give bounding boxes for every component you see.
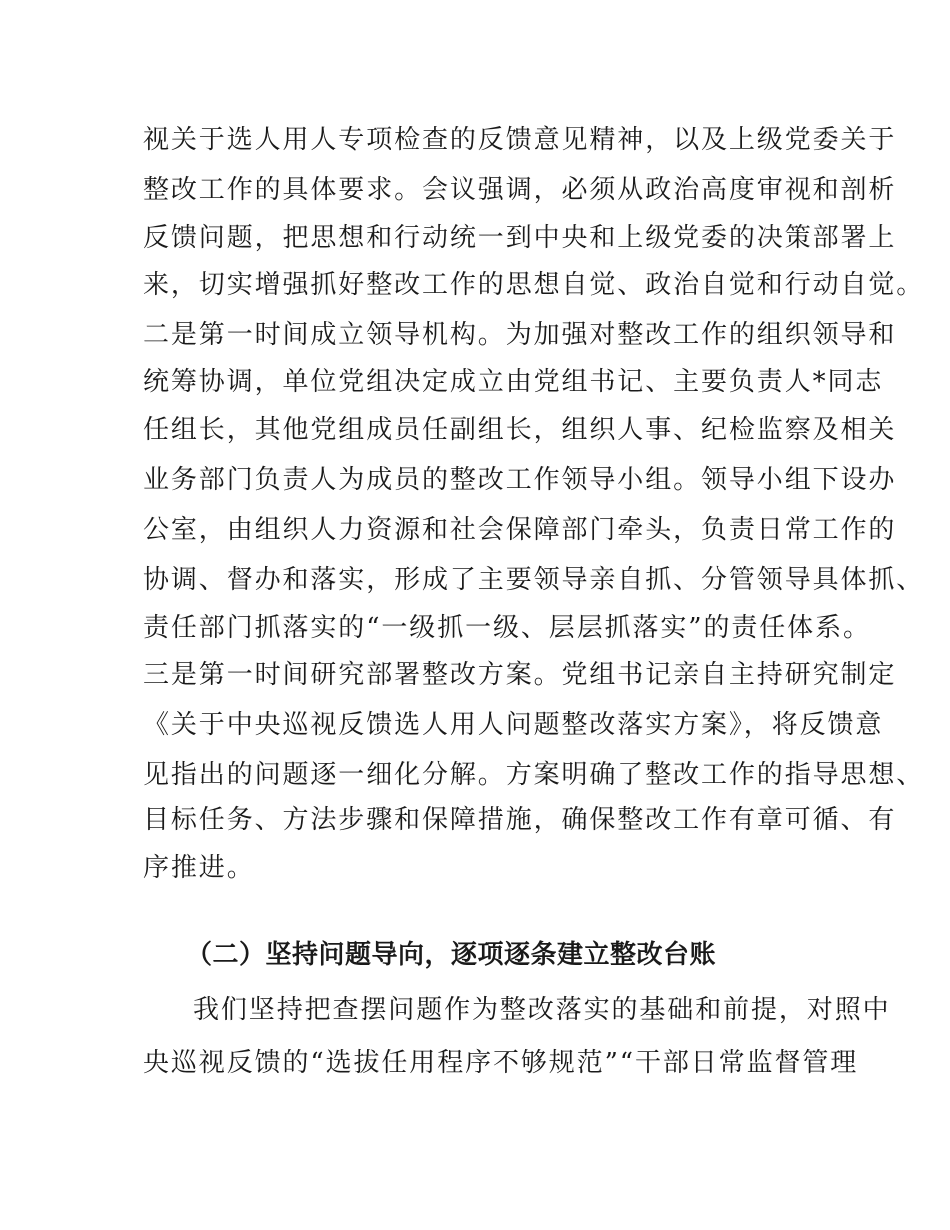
paragraph-line: 责任部门抓落实的“一级抓一级、层层抓落实”的责任体系。	[143, 613, 871, 643]
paragraph-line: 《关于中央巡视反馈选人用人问题整改落实方案》，将反馈意	[143, 710, 884, 740]
paragraph-line: 序推进。	[143, 853, 255, 883]
paragraph-line: 三是第一时间研究部署整改方案。党组书记亲自主持研究制定	[143, 660, 897, 690]
paragraph-line: 见指出的问题逐一细化分解。方案明确了整改工作的指导思想、	[143, 760, 925, 790]
paragraph-line: 业务部门负责人为成员的整改工作领导小组。领导小组下设办	[143, 465, 897, 495]
paragraph-line: 公室，由组织人力资源和社会保障部门牵头，负责日常工作的	[143, 515, 897, 545]
paragraph-line: 我们坚持把查摆问题作为整改落实的基础和前提，对照中	[193, 995, 891, 1025]
paragraph-line: 二是第一时间成立领导机构。为加强对整改工作的组织领导和	[143, 320, 897, 350]
paragraph-line: 反馈问题，把思想和行动统一到中央和上级党委的决策部署上	[143, 223, 897, 253]
paragraph-line: 任组长，其他党组成员任副组长，组织人事、纪检监察及相关	[143, 415, 897, 445]
paragraph-line: 整改工作的具体要求。会议强调，必须从政治高度审视和剖析	[143, 175, 897, 205]
paragraph-line: 来，切实增强抓好整改工作的思想自觉、政治自觉和行动自觉。	[143, 270, 925, 300]
paragraph-line: 目标任务、方法步骤和保障措施，确保整改工作有章可循、有	[143, 805, 897, 835]
paragraph-line: 视关于选人用人专项检查的反馈意见精神，以及上级党委关于	[143, 125, 897, 155]
paragraph-line: 统筹协调，单位党组决定成立由党组书记、主要负责人*同志	[143, 367, 884, 397]
paragraph-line: 协调、督办和落实，形成了主要领导亲自抓、分管领导具体抓、	[143, 565, 925, 595]
paragraph-line: 央巡视反馈的“选拔任用程序不够规范”“干部日常监督管理	[143, 1048, 859, 1078]
section-heading: （二）坚持问题导向，逐项逐条建立整改台账	[186, 940, 717, 970]
